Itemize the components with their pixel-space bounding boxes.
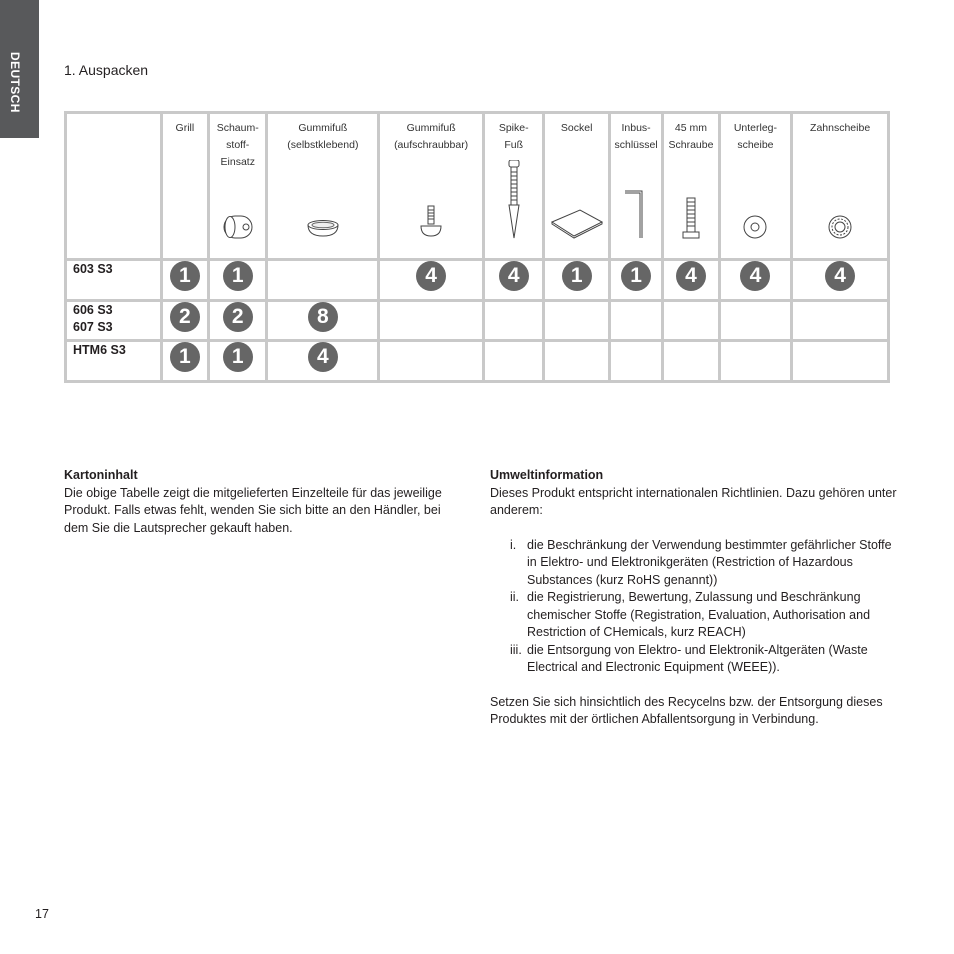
count-cell — [793, 261, 887, 299]
count-cell — [721, 302, 791, 340]
table-row — [67, 342, 887, 380]
count-cell — [664, 342, 717, 380]
rubber-foot-adhesive-icon — [303, 216, 343, 240]
parts-table — [64, 111, 890, 383]
count-cell — [611, 302, 661, 340]
count-badge: 1 — [223, 261, 253, 291]
count-cell — [664, 302, 717, 340]
count-badge: 1 — [223, 342, 253, 372]
count-badge: 4 — [499, 261, 529, 291]
count-badge: 1 — [621, 261, 651, 291]
column-header: 45 mm Schraube — [664, 114, 717, 258]
environment-heading: Umweltinformation — [490, 468, 604, 482]
list-item: ii. die Registrierung, Bewertung, Zulassung und Beschränkung chemischer Stoffe (Registration, Evaluation, Authorisation and Restriction of CHemicals, kurz REACH) — [510, 590, 871, 639]
rubber-foot-screw-icon — [418, 204, 444, 240]
count-badge: 8 — [308, 302, 338, 332]
count-cell — [485, 342, 542, 380]
carton-contents-section — [64, 467, 464, 537]
carton-heading: Kartoninhalt — [64, 468, 138, 482]
spike-foot-icon — [505, 160, 523, 240]
count-badge: 4 — [676, 261, 706, 291]
count-cell — [545, 302, 607, 340]
count-cell — [721, 342, 791, 380]
count-cell — [210, 302, 265, 340]
model-name: 603 S3 — [67, 261, 160, 299]
model-name: 606 S3 607 S3 — [67, 302, 160, 340]
list-item: iii. die Entsorgung von Elektro- und Elektronik-Altgeräten (Waste Electrical and Electronic Equipment (WEEE)). — [510, 642, 868, 674]
allen-key-icon — [623, 188, 649, 240]
count-badge: 2 — [223, 302, 253, 332]
count-cell — [380, 302, 482, 340]
section-title: 1. Auspacken — [64, 62, 149, 78]
count-cell — [268, 302, 377, 340]
column-header: Grill — [163, 114, 207, 258]
count-badge: 1 — [562, 261, 592, 291]
count-badge: 4 — [308, 342, 338, 372]
count-badge: 2 — [170, 302, 200, 332]
count-cell — [485, 261, 542, 299]
count-cell — [163, 302, 207, 340]
environment-closing: Setzen Sie sich hinsichtlich des Recycelns bzw. der Entsorgung dieses Produktes mit der örtlichen Abfallentsorgung in Verbindung. — [490, 694, 883, 726]
foam-insert-icon — [218, 214, 258, 240]
column-header: Spike- Fuß — [485, 114, 542, 258]
count-badge: 4 — [416, 261, 446, 291]
column-header: Zahnscheibe — [793, 114, 887, 258]
lock-washer-icon — [827, 214, 853, 240]
model-name: HTM6 S3 — [67, 342, 160, 380]
count-cell — [793, 302, 887, 340]
column-header: Schaum- stoff- Einsatz — [210, 114, 265, 258]
count-cell — [210, 342, 265, 380]
count-cell — [611, 342, 661, 380]
environment-intro: Dieses Produkt entspricht internationalen Richtlinien. Dazu gehören unter anderem: — [490, 485, 897, 517]
environment-section — [490, 467, 900, 729]
count-cell — [268, 261, 377, 299]
column-header: Unterleg- scheibe — [721, 114, 791, 258]
count-badge: 1 — [170, 261, 200, 291]
carton-body: Die obige Tabelle zeigt die mitgelieferten Einzelteile für das jeweilige Produkt. Falls etwas fehlt, wenden Sie sich bitte an den Händler, bei dem Sie die Lautsprecher gekauft haben. — [64, 485, 442, 535]
language-tab-label: DEUTSCH — [8, 52, 22, 113]
column-header: Sockel — [545, 114, 607, 258]
count-cell — [664, 261, 717, 299]
column-header: Inbus- schlüssel — [611, 114, 661, 258]
count-cell — [210, 261, 265, 299]
count-badge: 4 — [740, 261, 770, 291]
environment-list — [490, 537, 900, 677]
list-item: i. die Beschränkung der Verwendung bestimmter gefährlicher Stoffe in Elektro- und Elektronikgeräten (Restriction of Hazardous Substances (kurz RoHS genannt)) — [510, 537, 892, 587]
count-cell — [793, 342, 887, 380]
table-row — [67, 261, 887, 299]
column-header: Gummifuß (selbstklebend) — [268, 114, 377, 258]
count-badge: 4 — [825, 261, 855, 291]
count-cell — [380, 261, 482, 299]
grill-icon — [184, 239, 185, 240]
count-cell — [380, 342, 482, 380]
count-cell — [485, 302, 542, 340]
count-cell — [611, 261, 661, 299]
count-cell — [163, 342, 207, 380]
table-header-row — [67, 114, 887, 258]
header-empty-cell — [67, 114, 160, 258]
count-cell — [545, 342, 607, 380]
language-tab — [0, 0, 39, 138]
count-cell — [545, 261, 607, 299]
page-number: 17 — [35, 907, 49, 921]
count-cell — [163, 261, 207, 299]
count-cell — [721, 261, 791, 299]
screw-icon — [682, 196, 700, 240]
count-badge: 1 — [170, 342, 200, 372]
washer-icon — [742, 214, 768, 240]
table-row — [67, 302, 887, 340]
column-header: Gummifuß (aufschraubbar) — [380, 114, 482, 258]
count-cell — [268, 342, 377, 380]
plinth-icon — [550, 208, 604, 240]
